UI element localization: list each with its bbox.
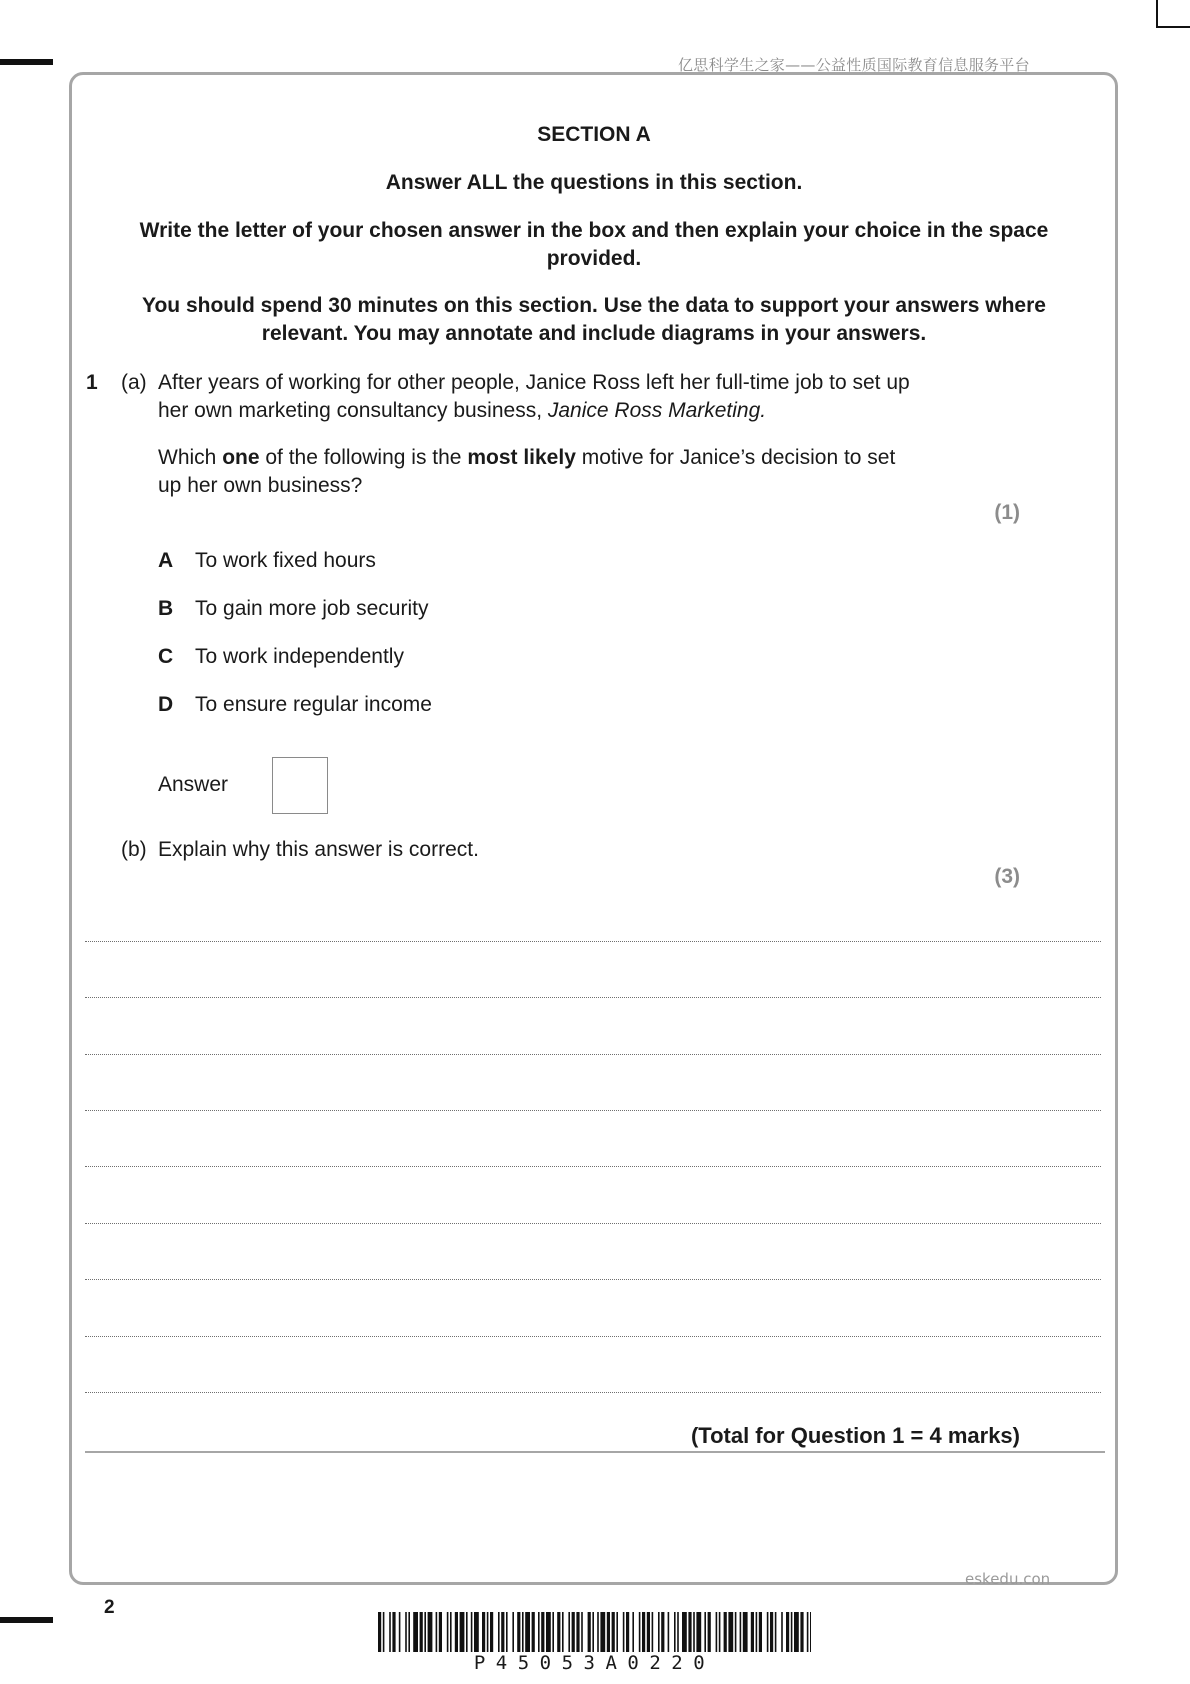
top-watermark: 亿思科学生之家——公益性质国际教育信息服务平台 (678, 56, 1030, 74)
option-letter: C (158, 645, 174, 668)
ask-text-2: of the following is the (259, 446, 468, 469)
section-title: SECTION A (537, 123, 651, 146)
answer-line-1[interactable] (85, 941, 1101, 942)
question-ask (158, 444, 1018, 500)
question-stem (158, 369, 1018, 425)
total-divider (85, 1451, 1105, 1453)
instruction-time-line2: relevant. You may annotate and include diagrams in your answers. (261, 322, 927, 345)
answer-line-4[interactable] (85, 1110, 1101, 1111)
ask-bold-most-likely: most likely (467, 446, 576, 469)
ask-text-1: Which (158, 446, 223, 469)
option-text: To work independently (195, 645, 404, 668)
instruction-write-letter-line1: Write the letter of your chosen answer in the box and then explain your choice in the space (139, 219, 1049, 242)
instruction-write-letter (108, 217, 1080, 273)
ask-bold-one: one (222, 446, 260, 469)
barcode-text: P45053A0220 (473, 1652, 716, 1674)
question-stem-line1: After years of working for other people, Janice Ross left her full-time job to set up (158, 371, 910, 394)
answer-line-2[interactable] (85, 997, 1101, 998)
registration-mark-top (0, 59, 53, 65)
instruction-answer-all: Answer ALL the questions in this section. (385, 171, 803, 194)
part-a-label: (a) (121, 371, 147, 394)
option-text: To ensure regular income (195, 693, 432, 716)
option-letter: B (158, 597, 174, 620)
answer-label: Answer (158, 773, 229, 796)
page-number: 2 (104, 1597, 115, 1618)
part-b-prompt: Explain why this answer is correct. (158, 838, 479, 861)
corner-crop-mark (1156, 0, 1190, 28)
option-text: To gain more job security (195, 597, 429, 620)
registration-mark-bottom (0, 1617, 53, 1623)
ask-line-2: up her own business? (158, 474, 363, 497)
answer-line-7[interactable] (85, 1279, 1101, 1280)
question-stem-line2: her own marketing consultancy business, (158, 399, 548, 422)
option-letter: D (158, 693, 174, 716)
answer-line-9[interactable] (85, 1392, 1101, 1393)
marks-part-a: (1) (994, 501, 1020, 524)
barcode (378, 1612, 811, 1652)
option-text: To work fixed hours (195, 549, 376, 572)
marks-part-b: (3) (994, 865, 1020, 888)
answer-box[interactable] (272, 757, 328, 814)
instruction-time (108, 292, 1080, 348)
answer-line-3[interactable] (85, 1054, 1101, 1055)
instruction-time-line1: You should spend 30 minutes on this section. Use the data to support your answers where (142, 294, 1046, 317)
part-b-label: (b) (121, 838, 147, 861)
instruction-write-letter-line2: provided. (546, 247, 642, 270)
question-number: 1 (86, 371, 98, 394)
option-letter: A (158, 549, 174, 572)
business-name: Janice Ross Marketing. (547, 399, 767, 422)
bottom-watermark: eskedu.con (965, 1570, 1051, 1588)
answer-line-5[interactable] (85, 1166, 1101, 1167)
answer-line-8[interactable] (85, 1336, 1101, 1337)
answer-line-6[interactable] (85, 1223, 1101, 1224)
question-total: (Total for Question 1 = 4 marks) (690, 1423, 1020, 1448)
ask-text-3: motive for Janice’s decision to set (575, 446, 896, 469)
